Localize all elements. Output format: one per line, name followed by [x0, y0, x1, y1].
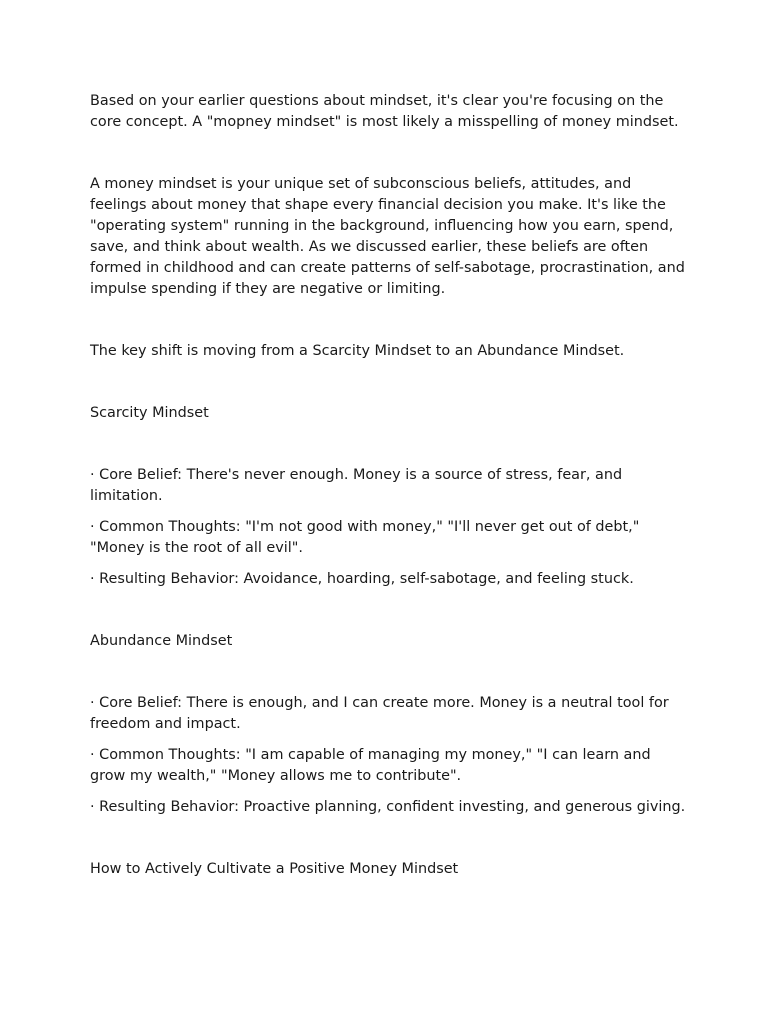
abundance-core-belief: · Core Belief: There is enough, and I can create more. Money is a neutral tool for freedom and impact.: [90, 695, 669, 732]
definition-paragraph: A money mindset is your unique set of subconscious beliefs, attitudes, and feelings about money that shape every financial decision you make. It's like the "operating system" running in the background, influencing how you earn, spend, save, and think about wealth. As we discussed earlier, these beliefs are often formed in childhood and can create patterns of self-sabotage, procrastination, and impulse spending if they are negative or limiting.: [90, 176, 685, 297]
scarcity-resulting-behavior: · Resulting Behavior: Avoidance, hoarding, self-sabotage, and feeling stuck.: [90, 571, 634, 587]
document-body: [90, 91, 690, 880]
scarcity-heading: Scarcity Mindset: [90, 405, 209, 421]
intro-paragraph: Based on your earlier questions about mindset, it's clear you're focusing on the core concept. A "mopney mindset" is most likely a misspelling of money mindset.: [90, 93, 679, 130]
abundance-common-thoughts: · Common Thoughts: "I am capable of managing my money," "I can learn and grow my wealth," "Money allows me to contribute".: [90, 747, 651, 784]
key-shift-paragraph: The key shift is moving from a Scarcity Mindset to an Abundance Mindset.: [90, 343, 625, 359]
abundance-resulting-behavior: · Resulting Behavior: Proactive planning, confident investing, and generous giving.: [90, 799, 686, 815]
scarcity-common-thoughts: · Common Thoughts: "I'm not good with money," "I'll never get out of debt," "Money is the root of all evil".: [90, 519, 640, 556]
scarcity-core-belief: · Core Belief: There's never enough. Money is a source of stress, fear, and limitation.: [90, 467, 623, 504]
abundance-heading: Abundance Mindset: [90, 633, 233, 649]
cultivate-heading: How to Actively Cultivate a Positive Money Mindset: [90, 861, 459, 877]
